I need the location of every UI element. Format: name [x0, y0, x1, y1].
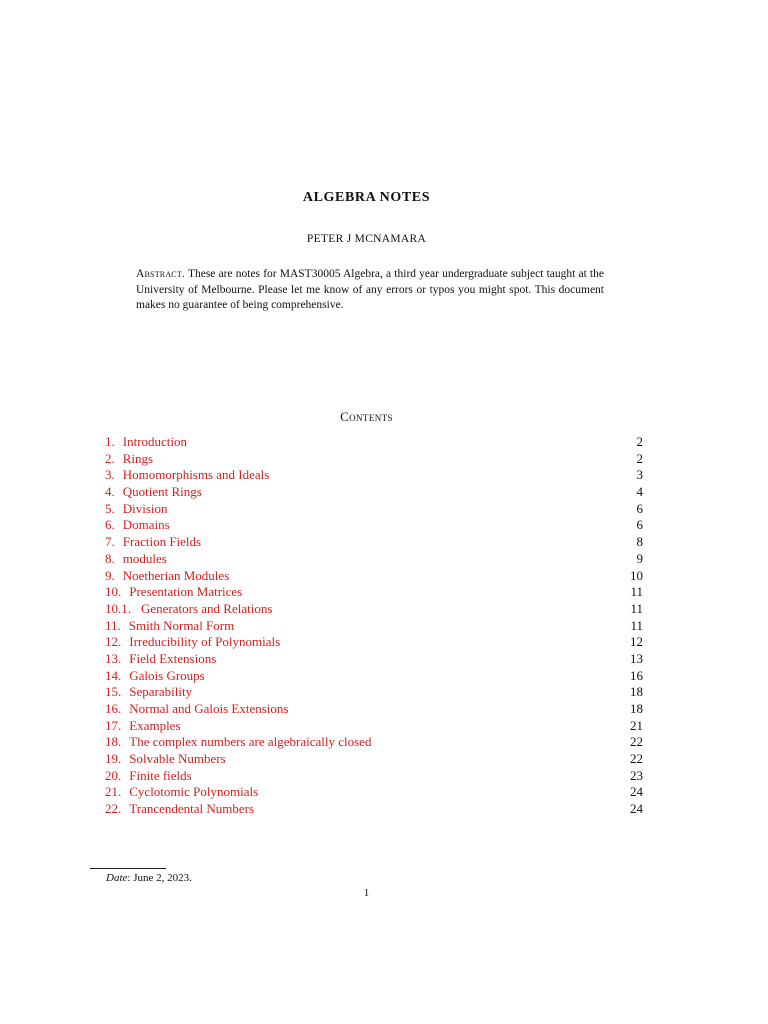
toc-entry-page: 3 [636, 467, 643, 483]
toc-entry-link[interactable] [105, 684, 192, 701]
toc-entry-link[interactable] [105, 801, 254, 818]
toc-entry-page: 22 [630, 751, 643, 767]
toc-entry-title: Cyclotomic Polynomials [129, 784, 259, 800]
toc-entry-page: 10 [630, 567, 643, 583]
toc-entry [105, 451, 643, 468]
toc-entry-link[interactable] [105, 584, 242, 601]
toc-entry-number: 19. [105, 751, 122, 767]
footnote [106, 872, 192, 884]
toc-entry [105, 734, 643, 751]
toc-entry-title: Fraction Fields [122, 534, 202, 550]
toc-entry-link[interactable] [105, 651, 216, 668]
toc-entry-number: 4. [105, 484, 115, 500]
toc-entry [105, 684, 643, 701]
toc-entry [105, 751, 643, 768]
toc-entry-title: Domains [122, 517, 170, 533]
toc-entry [105, 584, 643, 601]
toc-entry-page: 2 [636, 450, 643, 466]
toc-entry-link[interactable] [105, 517, 170, 534]
toc-entry-page: 23 [630, 767, 643, 783]
toc-entry-page: 18 [630, 701, 643, 716]
toc-entry-number: 6. [105, 517, 115, 533]
paper-title: ALGEBRA NOTES [302, 190, 431, 205]
toc-entry-title: Generators and Relations [141, 600, 273, 616]
toc-entry-title: Normal and Galois Extensions [129, 701, 289, 716]
toc-entry-page: 11 [630, 584, 643, 600]
toc-entry [105, 651, 643, 668]
toc-entry [105, 568, 643, 585]
toc-entry-number: 15. [105, 684, 122, 700]
toc-entry-title: Smith Normal Form [128, 617, 235, 633]
toc-entry [105, 618, 643, 635]
toc-entry-number: 22. [105, 801, 122, 817]
toc-entry-number: 7. [105, 534, 115, 550]
toc-entry [105, 768, 643, 785]
toc-entry-link[interactable] [105, 501, 168, 518]
toc-entry-title: Presentation Matrices [129, 584, 243, 600]
author-name: PETER J MCNAMARA [306, 233, 427, 245]
toc-entry-number: 13. [105, 650, 122, 666]
toc-entry-title: Division [122, 500, 168, 516]
toc-entry-page: 4 [636, 484, 643, 500]
toc-entry-title: Irreducibility of Polynomials [129, 634, 281, 650]
toc-entry-page: 6 [636, 517, 643, 533]
toc-entry-title: modules [122, 550, 167, 566]
toc-entry-link[interactable] [105, 701, 288, 718]
toc-entry-link[interactable] [105, 618, 234, 635]
toc-entry-title: Introduction [122, 434, 188, 449]
toc-entry-link[interactable] [105, 451, 153, 468]
toc-entry-title: Quotient Rings [122, 484, 202, 500]
toc-entry-title: Galois Groups [129, 667, 205, 683]
footnote-date-text: : June 2, 2023. [127, 872, 192, 884]
toc-entry-page: 8 [636, 534, 643, 550]
toc-entry-page: 18 [630, 684, 643, 700]
abstract-text: These are notes for MAST30005 Algebra, a third year undergraduate subject taught at the University of Melbourne. Please let me know of any errors or typos you might spot. This document makes no guarantee of being comprehensive. [136, 268, 604, 311]
toc-entry-number: 16. [105, 701, 122, 716]
toc-entry [105, 701, 643, 718]
toc-entry [105, 784, 643, 801]
toc-entry [105, 501, 643, 518]
toc-entry-title: Field Extensions [129, 650, 217, 666]
toc-entry-number: 18. [105, 734, 122, 750]
toc-entry-number: 10. [105, 584, 122, 600]
abstract [136, 267, 604, 314]
toc-entry-link[interactable] [105, 601, 272, 618]
toc-entry-title: Finite fields [129, 767, 192, 783]
toc-entry [105, 668, 643, 685]
toc-entry-link[interactable] [105, 768, 192, 785]
abstract-label: Abstract. [136, 268, 185, 280]
toc-entry-link[interactable] [105, 784, 258, 801]
toc-entry-page: 2 [636, 434, 643, 449]
toc-entry-page: 16 [630, 667, 643, 683]
toc-entry-number: 2. [105, 450, 115, 466]
footnote-date-label: Date [106, 872, 128, 884]
toc-entry-page: 11 [630, 600, 643, 616]
toc-entry [105, 601, 643, 618]
toc-entry-page: 13 [630, 650, 643, 666]
toc-entry-title: Homomorphisms and Ideals [122, 467, 270, 483]
toc-entry-link[interactable] [105, 718, 181, 735]
toc-entry-number: 14. [105, 667, 122, 683]
toc-entry-page: 6 [636, 500, 643, 516]
toc-entry-link[interactable] [105, 434, 187, 451]
toc-entry-title: Trancendental Numbers [129, 801, 255, 817]
toc-entry-page: 24 [630, 801, 643, 817]
toc-entry-link[interactable] [105, 734, 371, 751]
toc-entry-title: Examples [129, 717, 181, 733]
toc-entry-number: 10.1. [105, 600, 131, 616]
toc-entry-link[interactable] [105, 751, 226, 768]
toc-entry [105, 534, 643, 551]
toc-entry-number: 8. [105, 550, 115, 566]
toc-entry [105, 801, 643, 818]
toc-entry-title: Noetherian Modules [122, 567, 230, 583]
toc-entry-number: 20. [105, 767, 122, 783]
toc-entry [105, 634, 643, 651]
toc-entry [105, 551, 643, 568]
toc-entry [105, 484, 643, 501]
toc-entry-link[interactable] [105, 551, 167, 568]
toc-entry-number: 21. [105, 784, 122, 800]
toc-entry-page: 21 [630, 717, 643, 733]
toc-entry-number: 17. [105, 717, 122, 733]
toc-entry-link[interactable] [105, 484, 202, 501]
toc-entry-title: Separability [129, 684, 193, 700]
contents-heading: Contents [340, 409, 393, 424]
toc-entry-number: 9. [105, 567, 115, 583]
toc-entry [105, 517, 643, 534]
toc-entry [105, 467, 643, 484]
toc-entry [105, 718, 643, 735]
toc-entry [105, 434, 643, 451]
toc-entry-link[interactable] [105, 534, 201, 551]
footnote-divider [90, 868, 166, 869]
page-number: 1 [363, 887, 370, 899]
toc-entry-link[interactable] [105, 668, 205, 685]
toc-entry-title: The complex numbers are algebraically closed [129, 734, 372, 750]
toc-entry-number: 3. [105, 467, 115, 483]
toc-entry-page: 22 [630, 734, 643, 750]
toc-entry-number: 11. [105, 617, 121, 633]
toc-entry-page: 11 [630, 617, 643, 633]
toc-entry-link[interactable] [105, 467, 269, 484]
toc-entry-number: 5. [105, 500, 115, 516]
toc-entry-page: 9 [636, 550, 643, 566]
toc-entry-page: 24 [630, 784, 643, 800]
toc-entry-title: Rings [122, 450, 154, 466]
toc-entry-title: Solvable Numbers [129, 751, 226, 767]
toc-entry-link[interactable] [105, 634, 280, 651]
toc-entry-number: 12. [105, 634, 122, 650]
table-of-contents [105, 434, 643, 818]
toc-entry-link[interactable] [105, 568, 229, 585]
toc-entry-number: 1. [105, 434, 115, 449]
toc-entry-page: 12 [630, 634, 643, 650]
